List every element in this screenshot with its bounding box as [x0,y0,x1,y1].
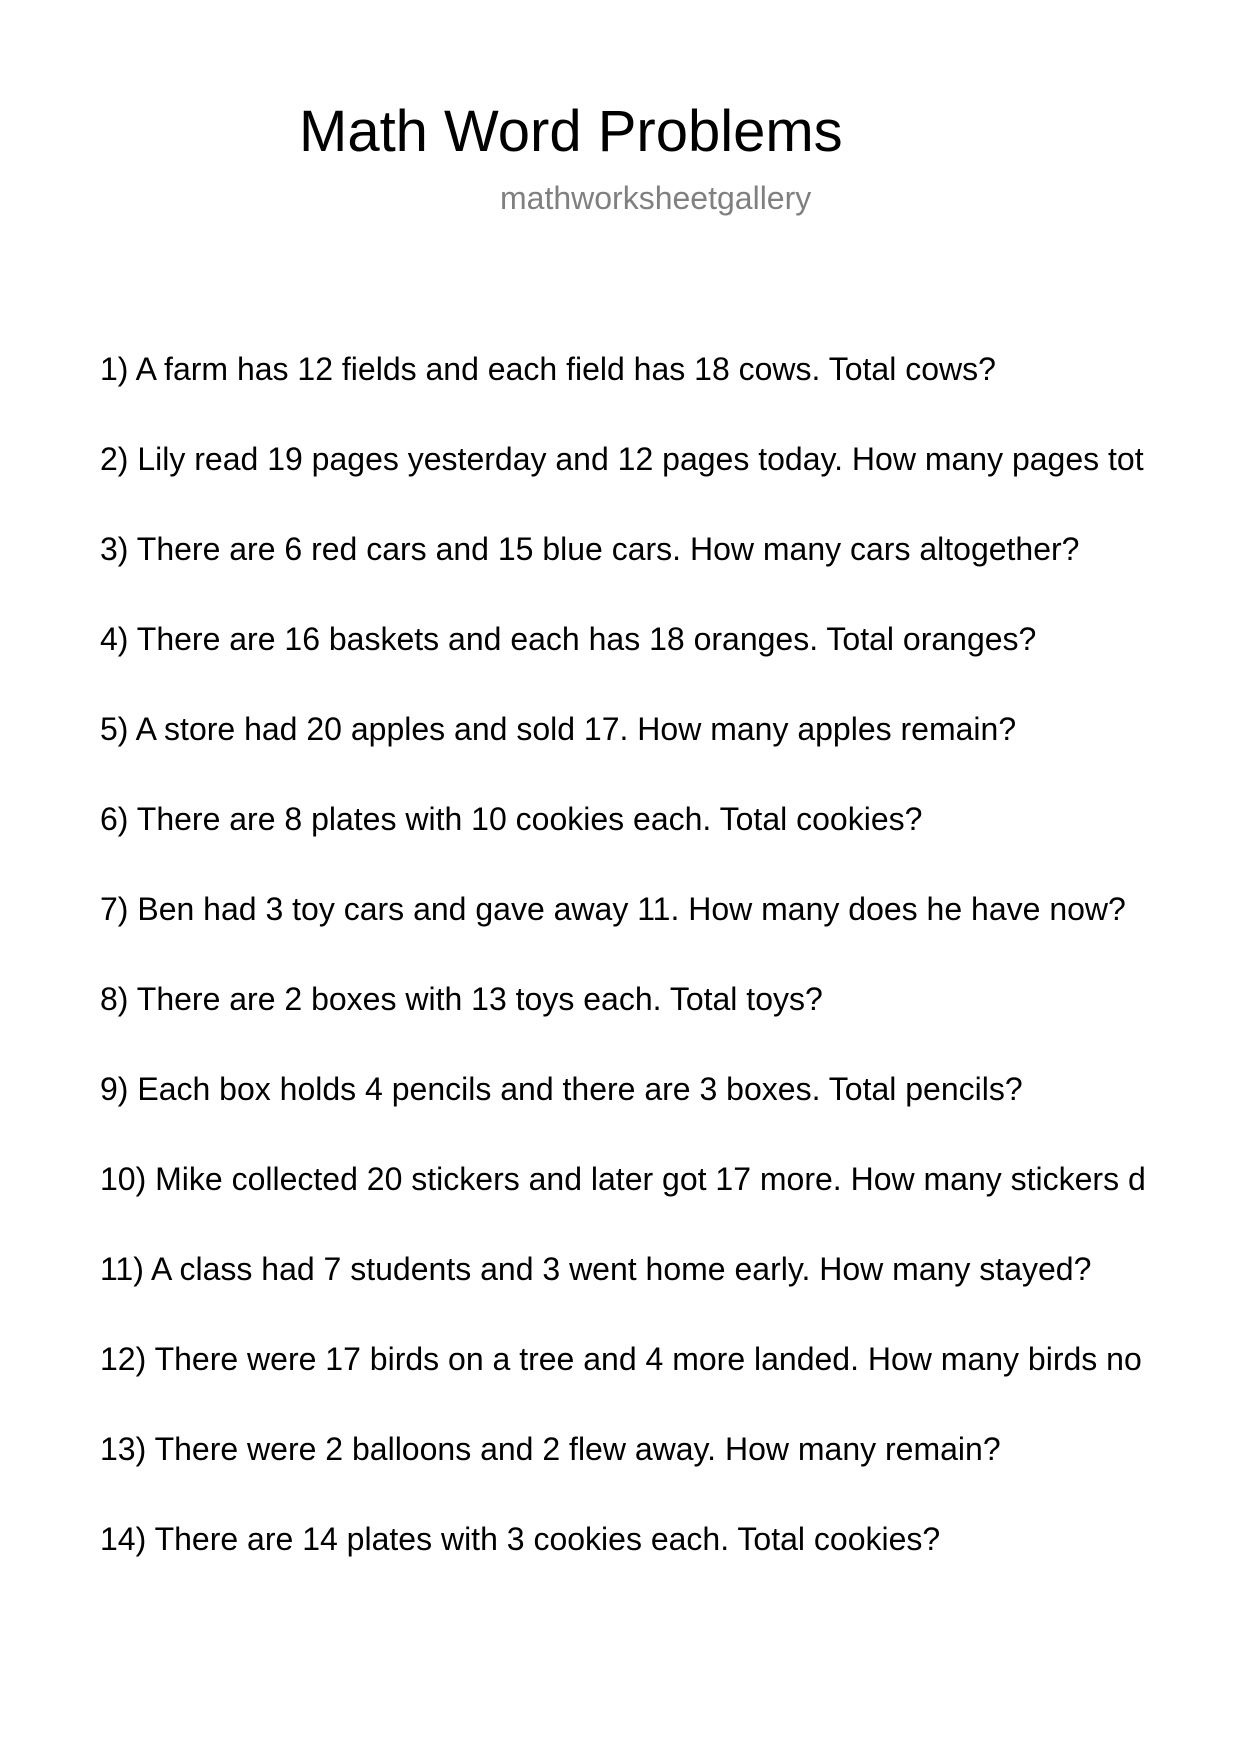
problem-item: 10) Mike collected 20 stickers and later got 17 more. How many stickers d [100,1161,1146,1197]
problem-item: 6) There are 8 plates with 10 cookies each. Total cookies? [100,801,923,837]
problem-item: 14) There are 14 plates with 3 cookies each. Total cookies? [100,1521,941,1557]
page-subtitle: mathworksheetgallery [500,180,812,216]
problem-list [100,348,1240,1608]
page-title: Math Word Problems [299,99,843,164]
problem-item: 3) There are 6 red cars and 15 blue cars. How many cars altogether? [100,531,1080,567]
problem-item: 5) A store had 20 apples and sold 17. How many apples remain? [100,711,1017,747]
problem-item: 8) There are 2 boxes with 13 toys each. Total toys? [100,981,823,1017]
problem-item: 9) Each box holds 4 pencils and there are 3 boxes. Total pencils? [100,1071,1023,1107]
problem-item: 7) Ben had 3 toy cars and gave away 11. How many does he have now? [100,891,1126,927]
problem-item: 1) A farm has 12 fields and each field has 18 cows. Total cows? [100,351,996,387]
problem-item: 12) There were 17 birds on a tree and 4 more landed. How many birds no [100,1341,1142,1377]
problem-item: 4) There are 16 baskets and each has 18 oranges. Total oranges? [100,621,1037,657]
problem-item: 13) There were 2 balloons and 2 flew away. How many remain? [100,1431,1001,1467]
problem-item: 2) Lily read 19 pages yesterday and 12 pages today. How many pages tot [100,441,1144,477]
problem-item: 11) A class had 7 students and 3 went home early. How many stayed? [100,1251,1092,1287]
